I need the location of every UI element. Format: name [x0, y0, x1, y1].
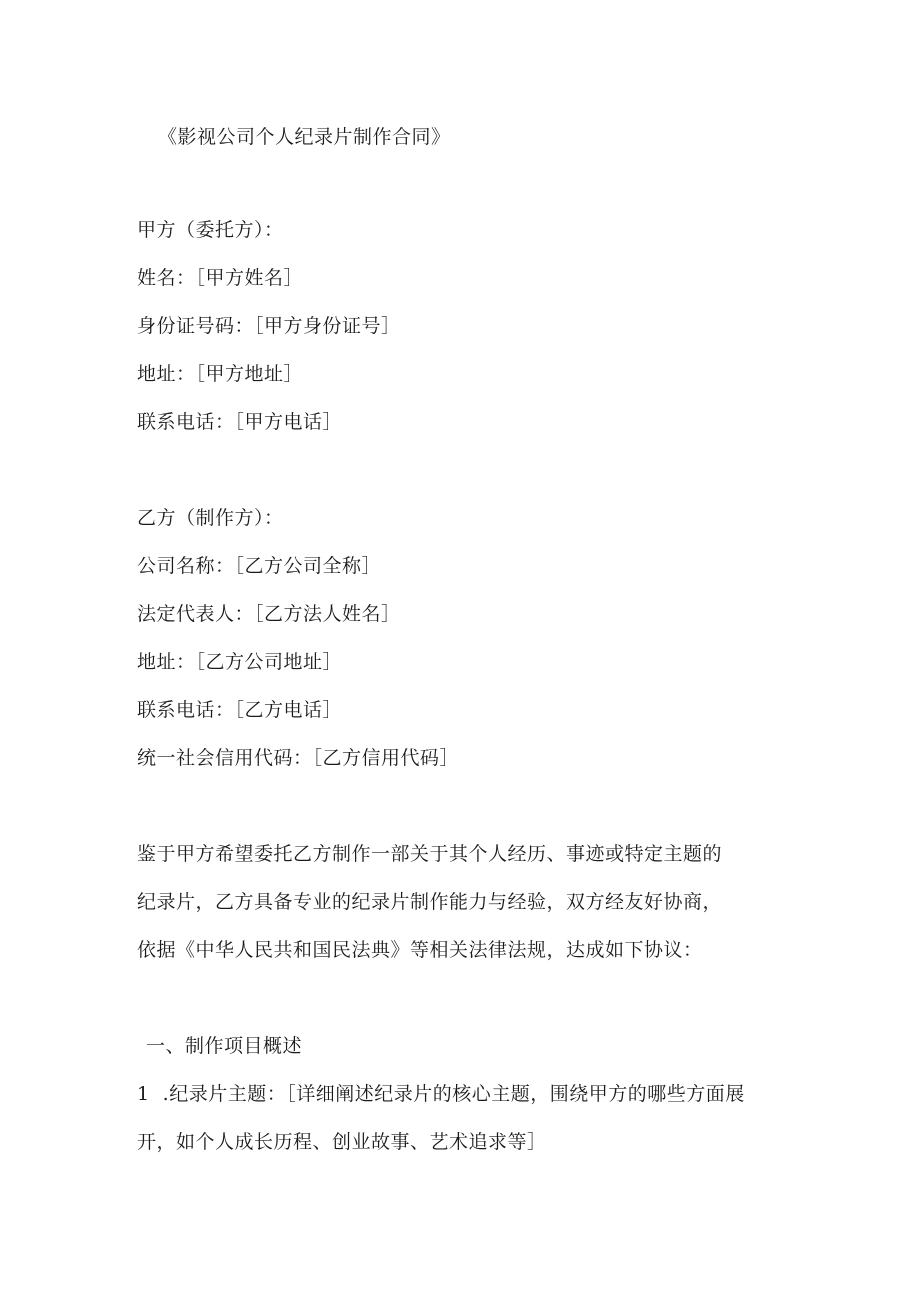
party-b-phone: 联系电话：［乙方电话］ — [137, 699, 343, 721]
party-a-address: 地址：［甲方地址］ — [137, 363, 304, 385]
party-b-legal-rep: 法定代表人：［乙方法人姓名］ — [137, 603, 401, 625]
section-1-heading: 一、制作项目概述 — [146, 1035, 303, 1057]
party-b-company: 公司名称：［乙方公司全称］ — [137, 555, 382, 577]
preamble-line: 纪录片，乙方具备专业的纪录片制作能力与经验，双方经友好协商， — [137, 891, 723, 913]
party-a-heading: 甲方（委托方）： — [137, 219, 284, 241]
party-b-heading: 乙方（制作方）： — [137, 507, 284, 529]
section-1-item-1-line: 开，如个人成长历程、创业故事、艺术追求等］ — [137, 1131, 547, 1153]
party-a-phone: 联系电话：［甲方电话］ — [137, 411, 343, 433]
party-b-address: 地址：［乙方公司地址］ — [137, 651, 343, 673]
party-b-credit-code: 统一社会信用代码：［乙方信用代码］ — [137, 747, 460, 769]
section-1-item-1-line: 1 .纪录片主题：［详细阐述纪录片的核心主题，围绕甲方的哪些方面展 — [137, 1083, 745, 1105]
document-title: 《影视公司个人纪录片制作合同》 — [158, 126, 451, 148]
preamble-line: 鉴于甲方希望委托乙方制作一部关于其个人经历、事迹或特定主题的 — [137, 843, 723, 865]
party-a-id-number: 身份证号码：［甲方身份证号］ — [137, 315, 401, 337]
party-a-name: 姓名：［甲方姓名］ — [137, 267, 304, 289]
preamble-line: 依据《中华人民共和国民法典》等相关法律法规，达成如下协议： — [137, 939, 703, 961]
